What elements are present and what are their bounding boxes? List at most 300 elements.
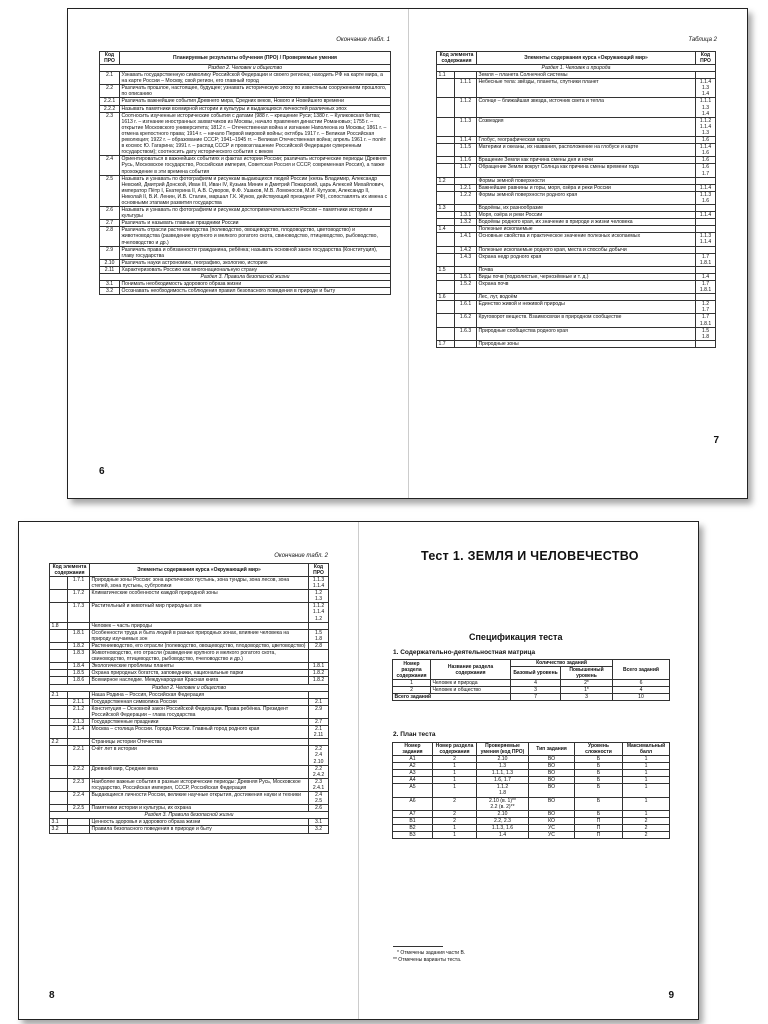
- matrix-cell: 1*: [561, 687, 613, 694]
- table-row: [437, 117, 716, 136]
- subelement-code: 2.1.3: [68, 718, 90, 725]
- element-text: Почва: [477, 266, 696, 273]
- element-code: 1.8: [50, 622, 68, 629]
- element-text: Экологические проблемы планеты: [90, 663, 309, 670]
- element-text: Материки и океаны, их названия, расположение на глобусе и карте: [477, 144, 696, 157]
- plan-cell: 1.4: [477, 832, 529, 839]
- subelement-code: [68, 739, 90, 746]
- pro-text: Различать важнейшие события Древнего мира, Средних веков, Нового и Новейшего времени: [120, 98, 391, 105]
- section-row: [100, 274, 391, 281]
- table-row: [100, 112, 391, 156]
- pro-text: Ориентироваться в важнейших событиях и фактах истории России; различать исторические периоды (Древняя Русь, Московское государство, Российская империя, Советская Россия и СССР, современная Россия), а также прохождение в эти времена события: [120, 156, 391, 175]
- plan-cell: Б: [575, 810, 623, 817]
- table-row: [393, 756, 670, 763]
- page-9: [359, 522, 698, 1019]
- plan-cell: 1.6, 1.7: [477, 777, 529, 784]
- element-code: 1.5: [437, 266, 455, 273]
- total-cell: 10: [613, 694, 670, 701]
- section-title: Раздел 3. Правила безопасной жизни: [50, 812, 329, 819]
- subelement-code: 1.8.2: [68, 642, 90, 649]
- element-text: Созвездия: [477, 117, 696, 136]
- plan-cell: 1: [433, 777, 477, 784]
- pro-code: 1.5 1.8: [309, 629, 329, 642]
- element-text: Солнце – ближайшая звезда, источник света и тепла: [477, 98, 696, 117]
- plan-cell: 2: [623, 817, 670, 824]
- pro-code: 2.8: [100, 227, 120, 246]
- element-text: Формы земной поверхности родного края: [477, 191, 696, 204]
- table-row: [437, 191, 716, 204]
- table-row: [100, 85, 391, 98]
- element-text: Водоёмы, их разнообразие: [477, 204, 696, 211]
- table-row: [393, 777, 670, 784]
- pro-code: [696, 226, 716, 233]
- pro-text: Узнавать государственную символику Российской Федерации и своего региона; находить РФ на карте мира, а на карте России – Москву, свой регион, его главный город: [120, 72, 391, 85]
- element-text: Государственные праздники: [90, 718, 309, 725]
- matrix-heading: 1. Содержательно-деятельностная матрица: [393, 649, 536, 656]
- element-text: Охрана недр родного края: [477, 253, 696, 266]
- subelement-code: 2.1.1: [68, 698, 90, 705]
- element-code: [437, 212, 455, 219]
- pro-text: Различать науки астрономию, географию, экологию, историю: [120, 259, 391, 266]
- plan-cell: П: [575, 824, 623, 831]
- table-row: [50, 746, 329, 765]
- element-text: Особенности труда и быта людей в разных природных зонах, влияние человека на природу изучаемых зон: [90, 629, 309, 642]
- pro-code: 1.1.3 1.1.4: [696, 233, 716, 246]
- element-code: [50, 778, 68, 791]
- element-code: [50, 629, 68, 642]
- element-code: [50, 650, 68, 663]
- table-caption: Окончание табл. 2: [274, 553, 328, 559]
- pro-code: 2.4: [100, 156, 120, 175]
- pro-code: 2.8: [309, 642, 329, 649]
- content-elements-table: [49, 563, 329, 834]
- matrix-cell: 2*: [561, 680, 613, 687]
- plan-cell: Б: [575, 763, 623, 770]
- element-code: [437, 157, 455, 164]
- plan-cell: 2: [433, 817, 477, 824]
- table-caption: Окончание табл. 1: [336, 37, 390, 43]
- plan-cell: ВО: [529, 770, 575, 777]
- element-code: [50, 698, 68, 705]
- pro-text: Различать и называть главные праздники России: [120, 220, 391, 227]
- element-text: Природные зоны: [477, 340, 696, 347]
- column-header: Код ПРО: [100, 52, 120, 65]
- element-code: 1.3: [437, 204, 455, 211]
- table-caption: Таблица 2: [688, 37, 717, 43]
- plan-cell: А6: [393, 797, 433, 810]
- element-code: [437, 117, 455, 136]
- pro-code: 1.1.3 1.6: [696, 191, 716, 204]
- test-title: Тест 1. ЗЕМЛЯ И ЧЕЛОВЕЧЕСТВО: [421, 549, 639, 563]
- element-text: Наша Родина – Россия, Российская Федерация: [90, 691, 309, 698]
- pro-code: 1.1.4: [696, 184, 716, 191]
- subelement-code: 1.8.5: [68, 670, 90, 677]
- table-row: [393, 810, 670, 817]
- pro-code: 1.2 1.7: [696, 301, 716, 314]
- element-code: 1.7: [437, 340, 455, 347]
- table-row: [100, 259, 391, 266]
- subelement-code: 1.8.6: [68, 677, 90, 684]
- table-row: [50, 650, 329, 663]
- plan-cell: 1.1.3, 1.6: [477, 824, 529, 831]
- content-elements-table: [436, 51, 716, 348]
- subelement-code: 1.1.1: [455, 79, 477, 98]
- pro-code: 3.2: [309, 826, 329, 833]
- element-code: [50, 718, 68, 725]
- page-number: 7: [713, 435, 719, 446]
- element-code: [437, 219, 455, 226]
- pro-code: 1.1.4 1.3 1.4: [696, 79, 716, 98]
- plan-cell: 2.10 (в. 1)** 2.2 (в. 2)**: [477, 797, 529, 810]
- plan-cell: В2: [393, 824, 433, 831]
- footnote-rule: [393, 946, 443, 947]
- plan-cell: 1: [623, 756, 670, 763]
- table-row: [100, 220, 391, 227]
- column-header: Максимальный балл: [623, 743, 670, 756]
- plan-cell: Б: [575, 770, 623, 777]
- pro-code: 1.6: [696, 157, 716, 164]
- element-code: [50, 663, 68, 670]
- page-number: 9: [668, 990, 674, 1001]
- subelement-code: 1.5.2: [455, 281, 477, 294]
- column-subheader: Повышенный уровень: [561, 667, 613, 680]
- matrix-cell: 1: [393, 680, 431, 687]
- element-code: [437, 253, 455, 266]
- table-row: [393, 797, 670, 810]
- pro-code: 2.2 2.4 2.10: [309, 746, 329, 765]
- element-text: Животноводство, его отрасли (разведение крупного и мелкого рогатого скота, свиноводство, птицеводство, рыбоводство, пчеловодство и др.): [90, 650, 309, 663]
- pro-text: Понимать необходимость здорового образа жизни: [120, 281, 391, 288]
- subelement-code: 1.3.1: [455, 212, 477, 219]
- footnote: ** Отмечены варианты теста.: [393, 957, 462, 963]
- pro-code: 2.3 2.4.1: [309, 778, 329, 791]
- table-row: [437, 98, 716, 117]
- column-header: Тип задания: [529, 743, 575, 756]
- plan-cell: А7: [393, 810, 433, 817]
- book-spread-pages-8-9: [18, 521, 699, 1020]
- table-row: [50, 590, 329, 603]
- pro-code: 2.4 2.5: [309, 792, 329, 805]
- table-row: [437, 72, 716, 79]
- table-row: [100, 98, 391, 105]
- plan-cell: А5: [393, 784, 433, 797]
- subelement-code: 1.2.1: [455, 184, 477, 191]
- subelement-code: 1.2.2: [455, 191, 477, 204]
- plan-cell: В1: [393, 817, 433, 824]
- pro-code: 3.1: [309, 819, 329, 826]
- table-row: [437, 246, 716, 253]
- section-title: Раздел 1. Человек и природа: [437, 65, 716, 72]
- column-header: Планируемые результаты обучения (ПРО) / Проверяемые умения: [120, 52, 391, 65]
- table-row: [437, 164, 716, 177]
- table-row: [437, 212, 716, 219]
- subelement-code: 2.2.3: [68, 778, 90, 791]
- pro-code: 2.1: [309, 698, 329, 705]
- pro-code: 2.9: [309, 705, 329, 718]
- pro-code: 1.5 1.8: [696, 327, 716, 340]
- total-row: [393, 694, 670, 701]
- element-code: [50, 577, 68, 590]
- element-text: Растительный и животный мир природных зон: [90, 603, 309, 622]
- table-row: [437, 253, 716, 266]
- column-header: Название раздела содержания: [431, 660, 511, 680]
- test-plan-table: [392, 742, 670, 839]
- pro-code: 1.8.1: [309, 663, 329, 670]
- table-row: [393, 784, 670, 797]
- column-header: Количество заданий: [511, 660, 613, 667]
- plan-cell: 1: [433, 784, 477, 797]
- element-text: Всемирное наследие. Международная Красная книга: [90, 677, 309, 684]
- element-code: [437, 137, 455, 144]
- plan-cell: Б: [575, 797, 623, 810]
- plan-cell: 2.2, 2.3: [477, 817, 529, 824]
- element-text: Основные свойства и практическое значение полезных ископаемых: [477, 233, 696, 246]
- table-row: [437, 273, 716, 280]
- pro-code: 2.9: [100, 246, 120, 259]
- element-text: Природные сообщества родного края: [477, 327, 696, 340]
- element-code: [437, 327, 455, 340]
- element-code: [50, 642, 68, 649]
- pro-code: 2.7: [100, 220, 120, 227]
- plan-cell: 1: [623, 770, 670, 777]
- element-code: 1.2: [437, 177, 455, 184]
- table-row: [100, 266, 391, 273]
- element-text: Виды почв (подзолистые, чернозёмные и т. д.): [477, 273, 696, 280]
- table-row: [437, 157, 716, 164]
- subelement-code: 1.1.7: [455, 164, 477, 177]
- column-header: Всего заданий: [613, 660, 670, 680]
- plan-cell: А1: [393, 756, 433, 763]
- subelement-code: [455, 266, 477, 273]
- element-code: [50, 590, 68, 603]
- pro-code: 1.7 1.8.1: [696, 281, 716, 294]
- element-text: Глобус, географическая карта: [477, 137, 696, 144]
- pro-code: 1.4: [696, 273, 716, 280]
- pro-code: [696, 204, 716, 211]
- table-row: [50, 691, 329, 698]
- element-text: Человек – часть природы: [90, 622, 309, 629]
- section-title: Раздел 3. Правила безопасной жизни: [100, 274, 391, 281]
- plan-cell: 2: [433, 810, 477, 817]
- table-row: [437, 177, 716, 184]
- plan-cell: 1: [433, 763, 477, 770]
- subelement-code: 1.6.3: [455, 327, 477, 340]
- pro-text: Различать права и обязанности гражданина, ребёнка; называть основной закон государства (Конституция), главу государства: [120, 246, 391, 259]
- pro-code: 2.7: [309, 718, 329, 725]
- pro-code: 2.11: [100, 266, 120, 273]
- column-header: Номер задания: [393, 743, 433, 756]
- table-row: [50, 819, 329, 826]
- element-text: Лес, луг, водоём: [477, 294, 696, 301]
- plan-cell: 1: [623, 784, 670, 797]
- total-cell: 7: [511, 694, 561, 701]
- element-text: Москва – столица России. Города России. Главный город родного края: [90, 726, 309, 739]
- subelement-code: 1.7.1: [68, 577, 90, 590]
- page-number: 6: [99, 466, 105, 477]
- element-text: Полезные ископаемые: [477, 226, 696, 233]
- section-title: Раздел 2. Человек и общество: [100, 65, 391, 72]
- pro-code: [696, 246, 716, 253]
- pro-code: 1.1.4: [696, 212, 716, 219]
- pro-code: [309, 622, 329, 629]
- element-code: [50, 705, 68, 718]
- pro-code: 1.7 1.8.1: [696, 314, 716, 327]
- element-text: Выдающиеся личности России, великие научные открытия, достижения науки и техники: [90, 792, 309, 805]
- table-row: [437, 327, 716, 340]
- element-code: [50, 677, 68, 684]
- plan-cell: КО: [529, 817, 575, 824]
- element-code: [50, 726, 68, 739]
- element-code: [437, 191, 455, 204]
- subelement-code: 1.7.2: [68, 590, 90, 603]
- table-row: [437, 137, 716, 144]
- matrix-cell: 3: [511, 687, 561, 694]
- table-row: [437, 301, 716, 314]
- subelement-code: 2.1.2: [68, 705, 90, 718]
- pro-code: 2.2.1: [100, 98, 120, 105]
- element-text: Круговорот веществ. Взаимосвязи в природном сообществе: [477, 314, 696, 327]
- table-row: [50, 778, 329, 791]
- element-text: Памятники истории и культуры, их охрана: [90, 805, 309, 812]
- table-row: [437, 340, 716, 347]
- column-header: Код элемента содержания: [437, 52, 477, 65]
- table-row: [393, 817, 670, 824]
- table-row: [437, 226, 716, 233]
- subelement-code: [455, 294, 477, 301]
- element-text: Охрана почв: [477, 281, 696, 294]
- table-row: [50, 677, 329, 684]
- table-row: [50, 670, 329, 677]
- section-row: [100, 65, 391, 72]
- table-row: [437, 144, 716, 157]
- section-row: [437, 65, 716, 72]
- column-subheader: Базовый уровень: [511, 667, 561, 680]
- table-row: [50, 726, 329, 739]
- pro-code: [309, 691, 329, 698]
- plan-cell: 1: [623, 810, 670, 817]
- pro-code: 1.1.2 1.1.4 1.3: [696, 117, 716, 136]
- plan-cell: П: [575, 817, 623, 824]
- specification-title: Спецификация теста: [469, 632, 563, 642]
- element-code: 2.1: [50, 691, 68, 698]
- pro-code: 1.2 1.3: [309, 590, 329, 603]
- element-text: Моря, озёра и реки России: [477, 212, 696, 219]
- element-code: [50, 765, 68, 778]
- footnote: * Отмечены задания части В.: [397, 950, 466, 956]
- subelement-code: 1.1.5: [455, 144, 477, 157]
- column-header: Код элемента содержания: [50, 564, 90, 577]
- pro-code: 1.8.2: [309, 677, 329, 684]
- element-code: [50, 746, 68, 765]
- table-row: [100, 72, 391, 85]
- element-code: 1.4: [437, 226, 455, 233]
- table-row: [50, 577, 329, 590]
- element-code: 3.1: [50, 819, 68, 826]
- subelement-code: 1.6.2: [455, 314, 477, 327]
- plan-cell: 1: [623, 777, 670, 784]
- plan-cell: 2.10: [477, 810, 529, 817]
- plan-cell: 1: [433, 832, 477, 839]
- pro-text: Называть и узнавать по фотографиям и рисункам достопримечательности России – памятники истории и культуры: [120, 207, 391, 220]
- element-code: [437, 164, 455, 177]
- element-code: 1.1: [437, 72, 455, 79]
- element-code: [437, 184, 455, 191]
- element-text: Растениеводство, его отрасли (полеводство, овощеводство, плодоводство, цветоводство): [90, 642, 309, 649]
- plan-cell: В3: [393, 832, 433, 839]
- subelement-code: 1.4.2: [455, 246, 477, 253]
- element-code: [50, 792, 68, 805]
- pro-text: Различать прошлое, настоящее, будущее; узнавать историческую эпоху по известным сооружениям прошлого, по описанию: [120, 85, 391, 98]
- pro-code: 1.1.4 1.6: [696, 144, 716, 157]
- element-code: [437, 144, 455, 157]
- pro-code: [696, 72, 716, 79]
- subelement-code: 1.6.1: [455, 301, 477, 314]
- plan-cell: ВО: [529, 756, 575, 763]
- plan-cell: 1: [623, 797, 670, 810]
- table-row: [50, 642, 329, 649]
- plan-cell: Б: [575, 777, 623, 784]
- pro-code: 2.3: [100, 112, 120, 156]
- subelement-code: [68, 819, 90, 826]
- page-number: 8: [49, 990, 55, 1001]
- plan-cell: ВО: [529, 777, 575, 784]
- table-row: [100, 281, 391, 288]
- subelement-code: 1.1.3: [455, 117, 477, 136]
- element-code: [437, 79, 455, 98]
- pro-text: Характеризовать Россию как многонациональную страну: [120, 266, 391, 273]
- table-row: [50, 698, 329, 705]
- pro-text: Осознавать необходимость соблюдения правил безопасного поведения в природе и быту: [120, 288, 391, 295]
- pro-code: [696, 294, 716, 301]
- table-row: [393, 770, 670, 777]
- subelement-code: [68, 826, 90, 833]
- table-row: [437, 294, 716, 301]
- table-row: [100, 156, 391, 175]
- column-header: Номер раздела содержания: [393, 660, 431, 680]
- table-row: [437, 79, 716, 98]
- plan-cell: П: [575, 832, 623, 839]
- pro-code: 1.8.2: [309, 670, 329, 677]
- matrix-cell: 4: [613, 687, 670, 694]
- table-row: [100, 105, 391, 112]
- table-row: [50, 629, 329, 642]
- subelement-code: 1.1.2: [455, 98, 477, 117]
- plan-cell: 2: [623, 824, 670, 831]
- table-row: [437, 219, 716, 226]
- plan-cell: 1: [433, 770, 477, 777]
- pro-code: 2.2 2.4.2: [309, 765, 329, 778]
- table-row: [50, 603, 329, 622]
- plan-cell: ВО: [529, 784, 575, 797]
- plan-cell: 2.10: [477, 756, 529, 763]
- content-matrix-table: [392, 659, 670, 701]
- pro-code: 2.2.2: [100, 105, 120, 112]
- pro-code: 1.1.1 1.3 1.4: [696, 98, 716, 117]
- subelement-code: 1.8.1: [68, 629, 90, 642]
- plan-cell: ВО: [529, 810, 575, 817]
- subelement-code: [455, 177, 477, 184]
- element-text: Охрана природных богатств, заповедники, национальные парки: [90, 670, 309, 677]
- plan-cell: 2: [433, 797, 477, 810]
- matrix-cell: 4: [511, 680, 561, 687]
- table-row: [437, 266, 716, 273]
- pro-code: [696, 219, 716, 226]
- page-7: [409, 9, 747, 498]
- plan-cell: А4: [393, 777, 433, 784]
- pro-code: 2.6: [309, 805, 329, 812]
- element-text: Единство живой и неживой природы: [477, 301, 696, 314]
- column-header: Элементы содержания курса «Окружающий мир»: [90, 564, 309, 577]
